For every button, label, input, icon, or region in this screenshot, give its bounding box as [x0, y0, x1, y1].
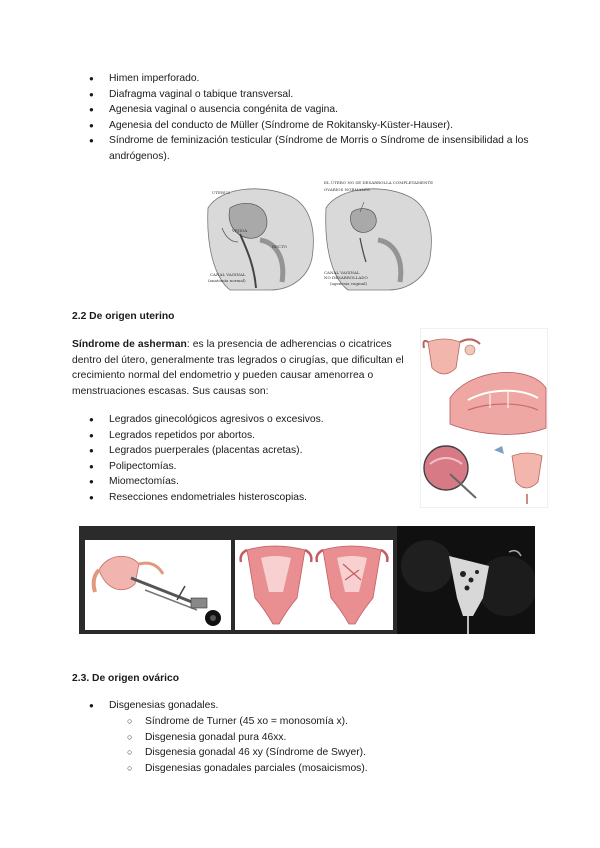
- asherman-drawing: [420, 328, 548, 508]
- list-item: ● Himen imperforado.: [89, 71, 529, 87]
- asherman-definition: : es la presencia de adherencias o cicatrices dentro del útero, generalmente tras legrados o cirugías, que dificultan el crecimiento normal del endometrio y pueden causar amenorrea o menstruaciones escasas. Sus causas son:: [72, 339, 404, 397]
- list-item: ● Polipectomías.: [89, 459, 409, 475]
- ovarian-list: [89, 698, 409, 714]
- list-item: ● Agenesia vaginal o ausencia congénita de vagina.: [89, 102, 529, 118]
- sub-list-item: ○ Disgenesias gonadales parciales (mosaicismos).: [127, 761, 447, 777]
- svg-text:(anatomía normal): (anatomía normal): [208, 278, 246, 283]
- asherman-paragraph: [72, 337, 410, 399]
- section-heading-uterino: 2.2 De origen uterino: [72, 311, 175, 322]
- list-item: ● Diafragma vaginal o tabique transversal.: [89, 87, 529, 103]
- hysteroscope-image: [85, 540, 231, 630]
- section-heading-ovarico: 2.3. De origen ovárico: [72, 673, 180, 684]
- svg-text:EL ÚTERO NO SE DESARROLLA COMP: EL ÚTERO NO SE DESARROLLA COMPLETAMENTE: [324, 180, 434, 185]
- hysterosalpingogram-xray: [397, 526, 535, 634]
- svg-text:UTERUS: UTERUS: [212, 190, 231, 195]
- svg-text:NO DESARROLLADO: NO DESARROLLADO: [324, 275, 368, 280]
- svg-text:CANAL VAGINAL: CANAL VAGINAL: [324, 270, 360, 275]
- svg-text:OVARIOS NORMALES: OVARIOS NORMALES: [324, 187, 370, 192]
- ovarian-sub-list: [127, 714, 447, 776]
- sub-list-item: ○ Síndrome de Turner (45 xo = monosomía x).: [127, 714, 447, 730]
- uterus-comparison-image: [235, 540, 393, 630]
- svg-text:VEJIGA: VEJIGA: [232, 228, 248, 233]
- asherman-term: Síndrome de asherman: [72, 339, 187, 350]
- list-item: ● Resecciones endometriales histeroscopias.: [89, 490, 409, 506]
- list-item: ● Legrados repetidos por abortos.: [89, 428, 409, 444]
- list-item: ● Miomectomías.: [89, 474, 409, 490]
- top-bullet-list: [89, 71, 529, 165]
- normal-anatomy-panel: [208, 189, 314, 290]
- asherman-causes-list: [89, 412, 409, 506]
- svg-text:CANAL VAGINAL: CANAL VAGINAL: [210, 272, 246, 277]
- list-item: ● Legrados puerperales (placentas acretas).: [89, 443, 409, 459]
- anatomy-illustration: [200, 178, 440, 294]
- asherman-illustration: [420, 328, 548, 508]
- hysteroscopy-image-strip: [79, 526, 535, 634]
- sub-list-item: ○ Disgenesia gonadal pura 46xx.: [127, 730, 447, 746]
- anatomy-comparison-figure: [200, 178, 440, 294]
- sub-list-item: ○ Disgenesia gonadal 46 xy (Síndrome de Swyer).: [127, 745, 447, 761]
- list-item: ● Agenesia del conducto de Müller (Síndrome de Rokitansky-Küster-Hauser).: [89, 118, 529, 134]
- svg-text:(agenesia vaginal): (agenesia vaginal): [330, 281, 368, 286]
- list-item: ● Legrados ginecológicos agresivos o excesivos.: [89, 412, 409, 428]
- list-item: ● Síndrome de feminización testicular (Síndrome de Morris o Síndrome de insensibilidad a los andrógenos).: [89, 133, 529, 164]
- list-item: ● Disgenesias gonadales.: [89, 698, 409, 714]
- svg-text:RECTO: RECTO: [272, 244, 287, 249]
